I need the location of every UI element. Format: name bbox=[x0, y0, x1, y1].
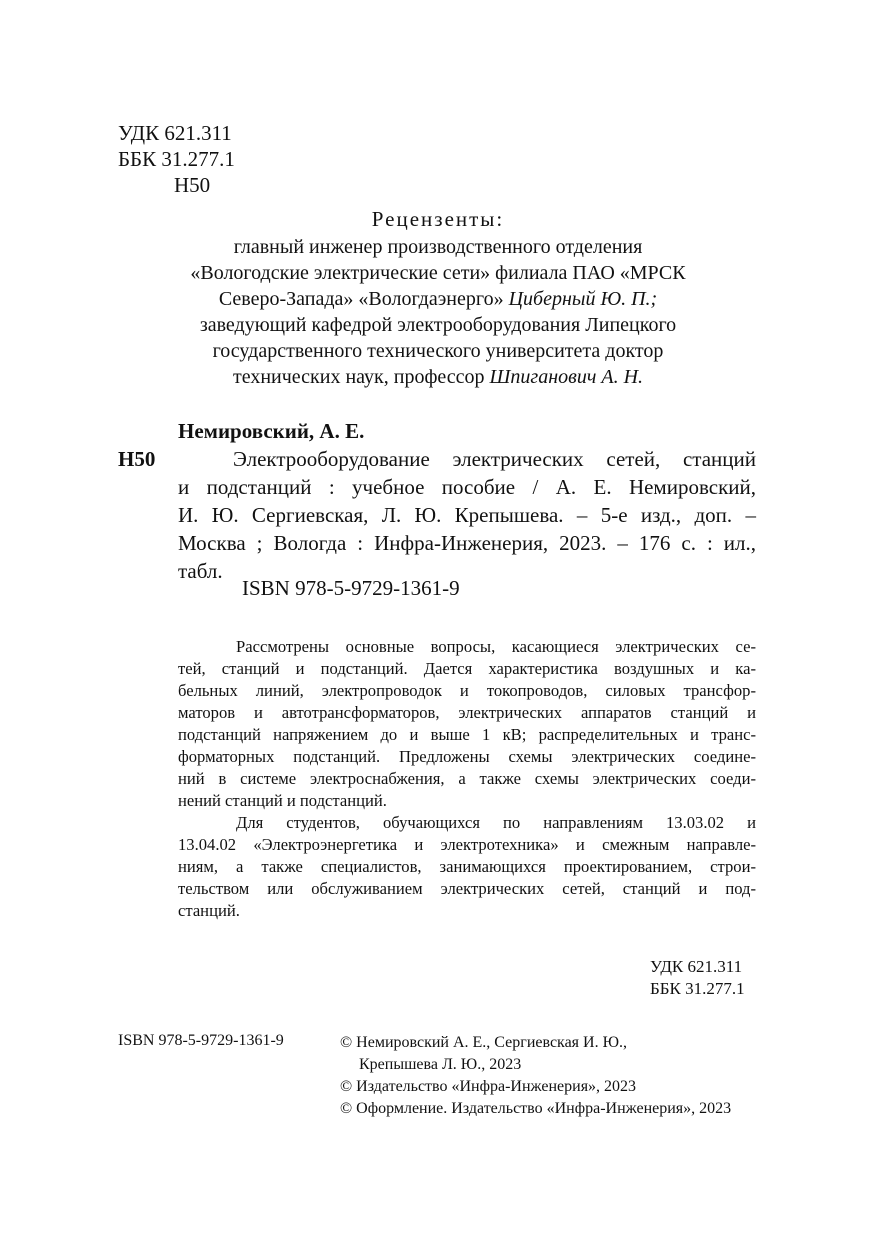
biblio-line: и подстанций : учебное пособие / А. Е. Немировский, bbox=[178, 475, 756, 499]
copyright-authors: © Немировский А. Е., Сергиевская И. Ю., bbox=[340, 1034, 628, 1051]
reviewer-line: главный инженер производственного отделения bbox=[233, 236, 643, 258]
annotation-line: маторов и автотрансформаторов, электрических аппаратов станций и bbox=[178, 703, 756, 722]
copyright-publisher: © Издательство «Инфра-Инженерия», 2023 bbox=[340, 1078, 637, 1095]
footer-isbn: ISBN 978-5-9729-1361-9 bbox=[118, 1032, 284, 1049]
entry-author: Немировский, А. Е. bbox=[178, 419, 365, 443]
reviewer-line bbox=[110, 286, 766, 312]
annotation-line: Рассмотрены основные вопросы, касающиеся электрических се- bbox=[236, 637, 756, 656]
biblio-line: Москва ; Вологда : Инфра-Инженерия, 2023. – 176 с. : ил., bbox=[178, 531, 756, 555]
annotation-line: тей, станций и подстанций. Дается характеристика воздушных и ка- bbox=[178, 659, 756, 678]
annotation-line: бельных линий, электропроводок и токопроводов, силовых трансфор- bbox=[178, 681, 756, 700]
annotation-line: станций. bbox=[178, 901, 240, 920]
annotation-line: ниям, а также специалистов, занимающихся проектированием, строи- bbox=[178, 857, 756, 876]
reviewers-heading: Рецензенты: bbox=[371, 207, 505, 231]
bbk-code: ББК 31.277.1 bbox=[650, 979, 745, 998]
reviewer-line: «Вологодские электрические сети» филиала ПАО «МРСК bbox=[190, 262, 686, 284]
annotation-line: тельством или обслуживанием электрических сетей, станций и под- bbox=[178, 879, 756, 898]
classification-codes bbox=[118, 120, 235, 198]
biblio-line: Электрооборудование электрических сетей, станций bbox=[233, 447, 756, 471]
author-mark: Н50 bbox=[174, 173, 211, 197]
annotation-line: ний в системе электроснабжения, а также схемы электрических соеди- bbox=[178, 769, 756, 788]
bibliographic-description bbox=[178, 445, 756, 585]
reviewer-title: технических наук, профессор bbox=[232, 366, 485, 388]
copyright-design: © Оформление. Издательство «Инфра-Инженерия», 2023 bbox=[340, 1100, 732, 1117]
annotation-line: подстанций напряжением до и выше 1 кВ; распределительных и транс- bbox=[178, 725, 756, 744]
copyright-block bbox=[340, 1032, 731, 1120]
udk-code: УДК 621.311 bbox=[118, 121, 232, 145]
reviewer-name: Циберный Ю. П.; bbox=[508, 288, 658, 310]
reviewer-line: государственного технического университета доктор bbox=[212, 340, 664, 362]
entry-code: Н50 bbox=[118, 447, 156, 471]
reviewer-name: Шпиганович А. Н. bbox=[489, 366, 644, 388]
annotation bbox=[178, 636, 756, 922]
reviewer-line bbox=[110, 364, 766, 390]
biblio-line: И. Ю. Сергиевская, Л. Ю. Крепышева. – 5-е изд., доп. – bbox=[178, 503, 756, 527]
udk-code: УДК 621.311 bbox=[650, 957, 743, 976]
bbk-code: ББК 31.277.1 bbox=[118, 147, 235, 171]
copyright-authors-cont: Крепышева Л. Ю., 2023 bbox=[359, 1056, 522, 1073]
annotation-line: 13.04.02 «Электроэнергетика и электротехника» и смежным направле- bbox=[178, 835, 756, 854]
reviewer-affiliation: Северо-Запада» «Вологдаэнерго» bbox=[218, 288, 504, 310]
reviewers-block bbox=[110, 206, 766, 390]
entry-isbn: ISBN 978-5-9729-1361-9 bbox=[242, 576, 460, 600]
annotation-line: Для студентов, обучающихся по направлениям 13.03.02 и bbox=[236, 813, 756, 832]
biblio-line: табл. bbox=[178, 559, 223, 583]
reviewer-line: заведующий кафедрой электрооборудования Липецкого bbox=[199, 314, 677, 336]
annotation-line: нений станций и подстанций. bbox=[178, 791, 387, 810]
annotation-line: форматорных подстанций. Предложены схемы электрических соедине- bbox=[178, 747, 756, 766]
bottom-classification-codes bbox=[650, 956, 745, 1000]
